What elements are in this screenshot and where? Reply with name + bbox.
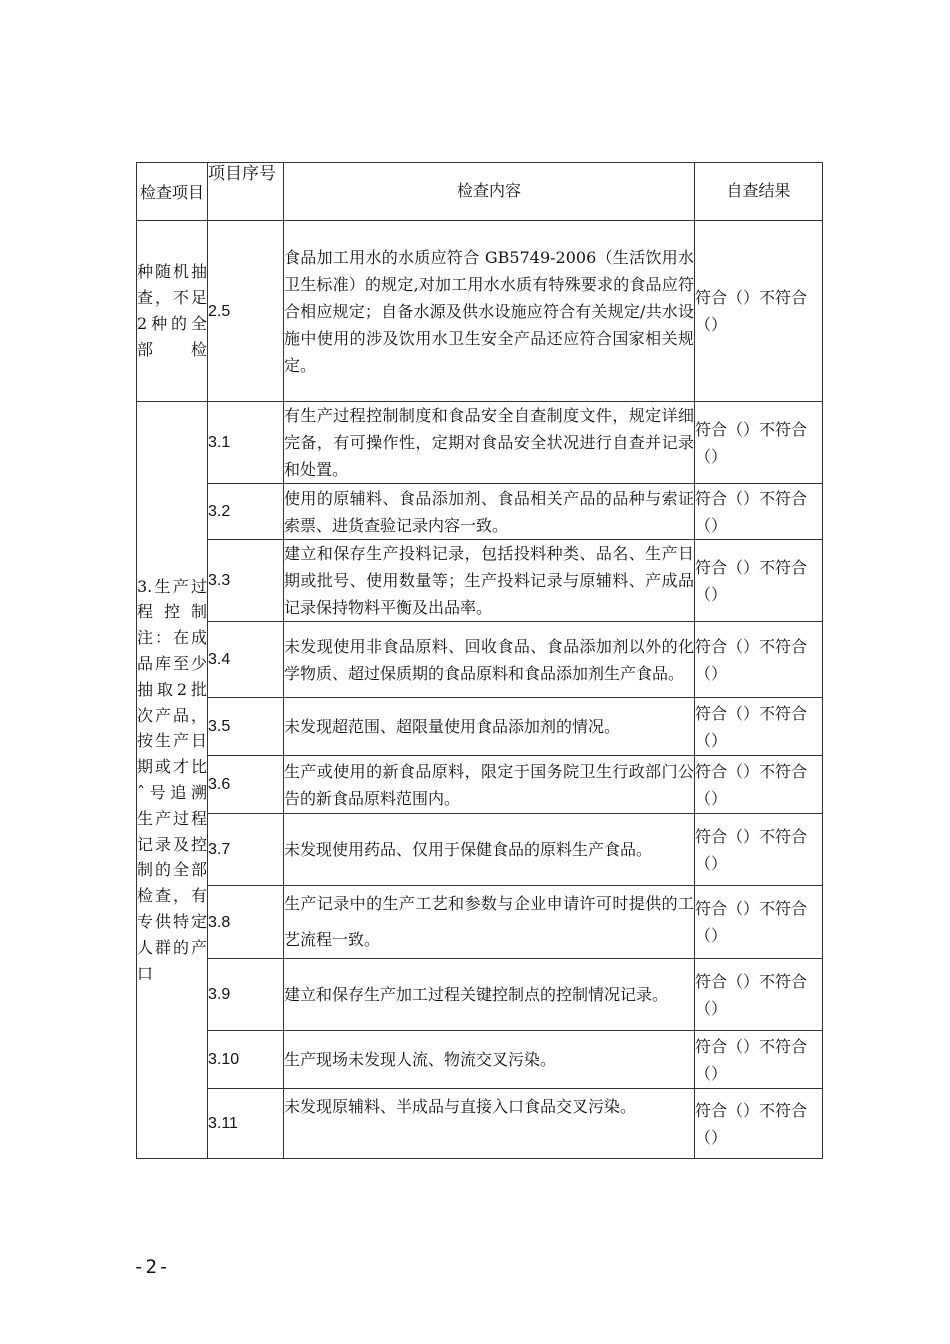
header-category: 检查项目 xyxy=(137,163,208,221)
item-number: 3.4 xyxy=(208,622,284,698)
item-content: 生产记录中的生产工艺和参数与企业申请许可时提供的工艺流程一致。 xyxy=(284,886,695,959)
header-number: 项目序号 xyxy=(208,163,284,221)
page-number: -2- xyxy=(133,1256,171,1278)
item-number: 3.6 xyxy=(208,756,284,814)
item-content: 未发现使用药品、仅用于保健食品的原料生产食品。 xyxy=(284,814,695,886)
item-number: 3.8 xyxy=(208,886,284,959)
item-number: 3.9 xyxy=(208,959,284,1031)
item-number: 3.7 xyxy=(208,814,284,886)
table-row xyxy=(137,622,823,698)
item-number: 3.5 xyxy=(208,698,284,756)
item-content: 生产或使用的新食品原料，限定于国务院卫生行政部门公告的新食品原料范围内。 xyxy=(284,756,695,814)
table-row xyxy=(137,814,823,886)
inspection-table xyxy=(136,162,823,1159)
table-row xyxy=(137,540,823,622)
item-result[interactable]: 符合（）不符合（） xyxy=(695,1031,823,1089)
header-result: 自查结果 xyxy=(695,163,823,221)
item-result[interactable]: 符合（）不符合（） xyxy=(695,756,823,814)
item-number: 3.1 xyxy=(208,402,284,484)
item-content: 有生产过程控制制度和食品安全自查制度文件，规定详细完备，有可操作性，定期对食品安全状况进行自查并记录和处置。 xyxy=(284,402,695,484)
table-row xyxy=(137,1031,823,1089)
item-content: 未发现超范围、超限量使用食品添加剂的情况。 xyxy=(284,698,695,756)
table-row xyxy=(137,698,823,756)
item-content: 建立和保存生产加工过程关键控制点的控制情况记录。 xyxy=(284,959,695,1031)
table-row xyxy=(137,1089,823,1159)
item-result[interactable]: 符合（）不符合（） xyxy=(695,540,823,622)
item-result[interactable]: 符合（）不符合（） xyxy=(695,221,823,402)
item-result[interactable]: 符合（）不符合（） xyxy=(695,622,823,698)
category-cell xyxy=(137,221,208,402)
category-cell xyxy=(137,402,208,1159)
item-result[interactable]: 符合（）不符合（） xyxy=(695,1089,823,1159)
table-row xyxy=(137,484,823,540)
item-content: 建立和保存生产投料记录，包括投料种类、品名、生产日期或批号、使用数量等；生产投料记录与原辅料、产成品记录保持物料平衡及出品率。 xyxy=(284,540,695,622)
table-row xyxy=(137,886,823,959)
category-text: 种随机抽查，不足2种的全部检 xyxy=(137,262,207,359)
table-row xyxy=(137,756,823,814)
item-number: 3.11 xyxy=(208,1089,284,1159)
item-result[interactable]: 符合（）不符合（） xyxy=(695,886,823,959)
item-result[interactable]: 符合（）不符合（） xyxy=(695,698,823,756)
item-result[interactable]: 符合（）不符合（） xyxy=(695,959,823,1031)
item-content: 未发现使用非食品原料、回收食品、食品添加剂以外的化学物质、超过保质期的食品原料和食品添加剂生产食品。 xyxy=(284,622,695,698)
item-content: 使用的原辅料、食品添加剂、食品相关产品的品种与索证索票、进货查验记录内容一致。 xyxy=(284,484,695,540)
item-result[interactable]: 符合（）不符合（） xyxy=(695,814,823,886)
table-row xyxy=(137,959,823,1031)
item-result[interactable]: 符合（）不符合（） xyxy=(695,402,823,484)
item-content: 未发现原辅料、半成品与直接入口食品交叉污染。 xyxy=(284,1089,695,1159)
item-number: 2.5 xyxy=(208,221,284,402)
item-result[interactable]: 符合（）不符合（） xyxy=(695,484,823,540)
table-row xyxy=(137,221,823,402)
header-content: 检查内容 xyxy=(284,163,695,221)
item-number: 3.2 xyxy=(208,484,284,540)
table-row xyxy=(137,402,823,484)
item-content: 生产现场未发现人流、物流交叉污染。 xyxy=(284,1031,695,1089)
item-number: 3.10 xyxy=(208,1031,284,1089)
item-content: 食品加工用水的水质应符合 GB5749-2006（生活饮用水卫生标准）的规定,对加工用水水质有特殊要求的食品应符合相应规定；自备水源及供水设施应符合有关规定/共水设施中使用的涉及饮用水卫生安全产品还应符合国家相关规定。 xyxy=(284,221,695,402)
category-text: 3.生产过程控制注：在成品库至少抽取2批次产品，按生产日期或才比ˆ号追溯生产过程记录及控制的全部检查，有专供特定人群的产口 xyxy=(137,576,207,983)
item-number: 3.3 xyxy=(208,540,284,622)
table-header-row xyxy=(137,163,823,221)
